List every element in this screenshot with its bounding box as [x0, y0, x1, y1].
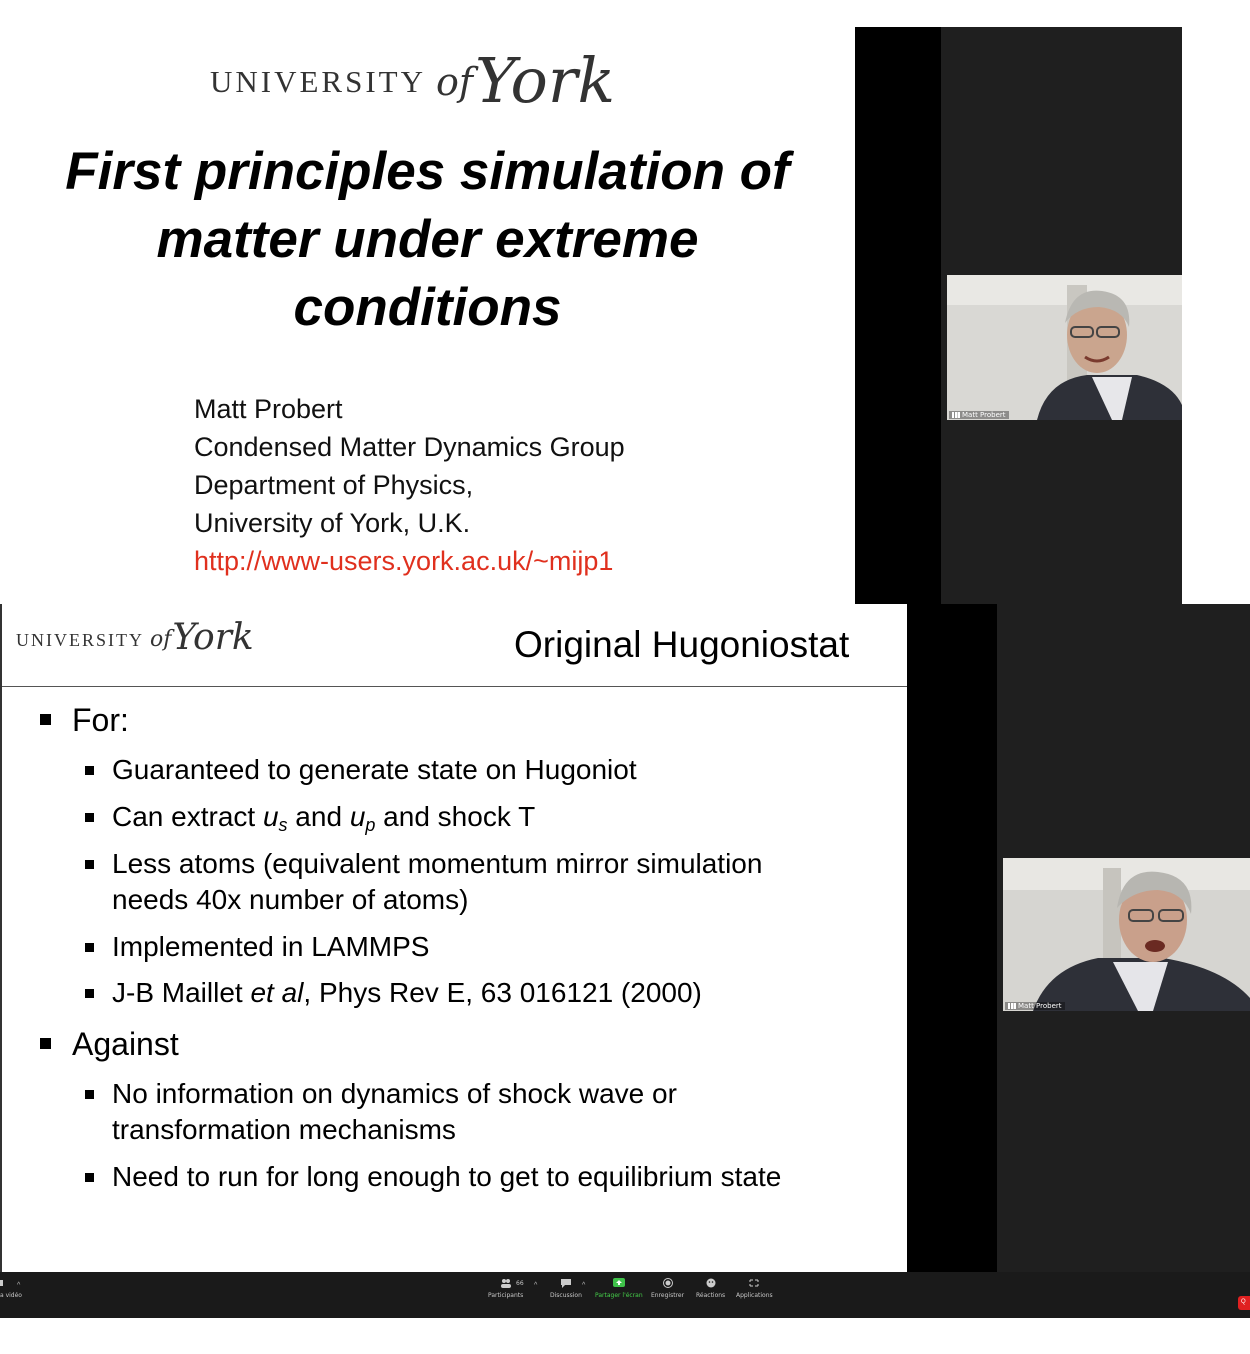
speaker-video-tile[interactable]: [947, 275, 1182, 420]
participants-icon: [500, 1278, 512, 1288]
participant-name-label: Matt Probert: [1005, 1002, 1065, 1010]
video-button[interactable]: a vidéo: [0, 1278, 22, 1299]
bullet-item: Need to run for long enough to get to equilibrium state: [112, 1159, 781, 1195]
bullet-item: Implemented in LAMMPS: [112, 929, 429, 965]
author-info: [194, 390, 625, 580]
chevron-up-icon[interactable]: ^: [17, 1282, 21, 1289]
speaker-video-image: [947, 275, 1182, 420]
bullet-square-icon: [85, 1090, 94, 1099]
bullet-square-icon: [85, 813, 94, 822]
university-of-york-logo: UNIVERSITY of York: [16, 617, 254, 658]
participant-name-label: Matt Probert: [949, 411, 1009, 419]
signal-strength-icon: [952, 412, 960, 418]
title-line: conditions: [293, 278, 562, 337]
bullet-square-icon: [40, 714, 51, 725]
signal-strength-icon: [1008, 1003, 1016, 1009]
speaker-video-image: [1003, 858, 1250, 1011]
bullet-for: For:: [72, 702, 129, 738]
end-meeting-button[interactable]: Q: [1238, 1296, 1250, 1310]
affiliation-line: University of York, U.K.: [194, 508, 471, 538]
chat-button[interactable]: Discussion: [550, 1278, 582, 1299]
video-panel-black-bar: [855, 27, 941, 604]
participants-button[interactable]: 66 Participants: [488, 1280, 524, 1299]
chevron-up-icon[interactable]: ^: [582, 1282, 586, 1289]
bullet-square-icon: [85, 766, 94, 775]
bullet-square-icon: [85, 943, 94, 952]
bullet-square-icon: [85, 1173, 94, 1182]
reactions-button[interactable]: Réactions: [696, 1278, 725, 1299]
apps-icon: [748, 1278, 760, 1288]
title-divider: [2, 686, 907, 687]
record-button[interactable]: Enregistrer: [651, 1278, 684, 1299]
author-name: Matt Probert: [194, 394, 343, 424]
chat-bubble-icon: [560, 1278, 572, 1288]
bullet-square-icon: [85, 989, 94, 998]
affiliation-line: Department of Physics,: [194, 470, 474, 500]
smiley-plus-icon: [705, 1278, 717, 1288]
title-line: matter under extreme: [156, 210, 699, 269]
meeting-toolbar: [0, 1272, 1250, 1318]
apps-button[interactable]: Applications: [736, 1278, 773, 1299]
bullet-item: J-B Maillet et al, Phys Rev E, 63 016121 (2000): [112, 975, 702, 1011]
participants-count: 66: [516, 1280, 524, 1287]
affiliation-line: Condensed Matter Dynamics Group: [194, 432, 625, 462]
bullet-square-icon: [40, 1038, 51, 1049]
bullet-item: Guaranteed to generate state on Hugoniot: [112, 752, 637, 788]
chevron-up-icon[interactable]: ^: [534, 1282, 538, 1289]
speaker-video-tile[interactable]: [1003, 858, 1250, 1011]
bullet-against: Against: [72, 1026, 179, 1062]
slide-1: [0, 0, 855, 604]
share-screen-button[interactable]: Partager l'écran: [595, 1278, 643, 1299]
homepage-link[interactable]: http://www-users.york.ac.uk/~mijp1: [194, 546, 614, 576]
slide-1-title: [20, 138, 835, 342]
record-icon: [662, 1278, 674, 1288]
university-of-york-logo: UNIVERSITY of York: [210, 44, 616, 117]
video-panel-black-bar: [907, 604, 997, 1272]
title-line: First principles simulation of: [65, 142, 790, 201]
video-camera-icon: [0, 1278, 12, 1288]
slide-2: [0, 604, 907, 1272]
share-screen-icon: [613, 1278, 625, 1288]
slide-2-title: Original Hugoniostat: [514, 624, 850, 665]
bullet-item: Less atoms (equivalent momentum mirror simulation needs 40x number of atoms): [112, 846, 762, 918]
bullet-item: No information on dynamics of shock wave or transformation mechanisms: [112, 1076, 677, 1148]
bullet-square-icon: [85, 860, 94, 869]
bullet-item: Can extract $u_s$ and $u_p$ and shock T: [112, 799, 535, 835]
